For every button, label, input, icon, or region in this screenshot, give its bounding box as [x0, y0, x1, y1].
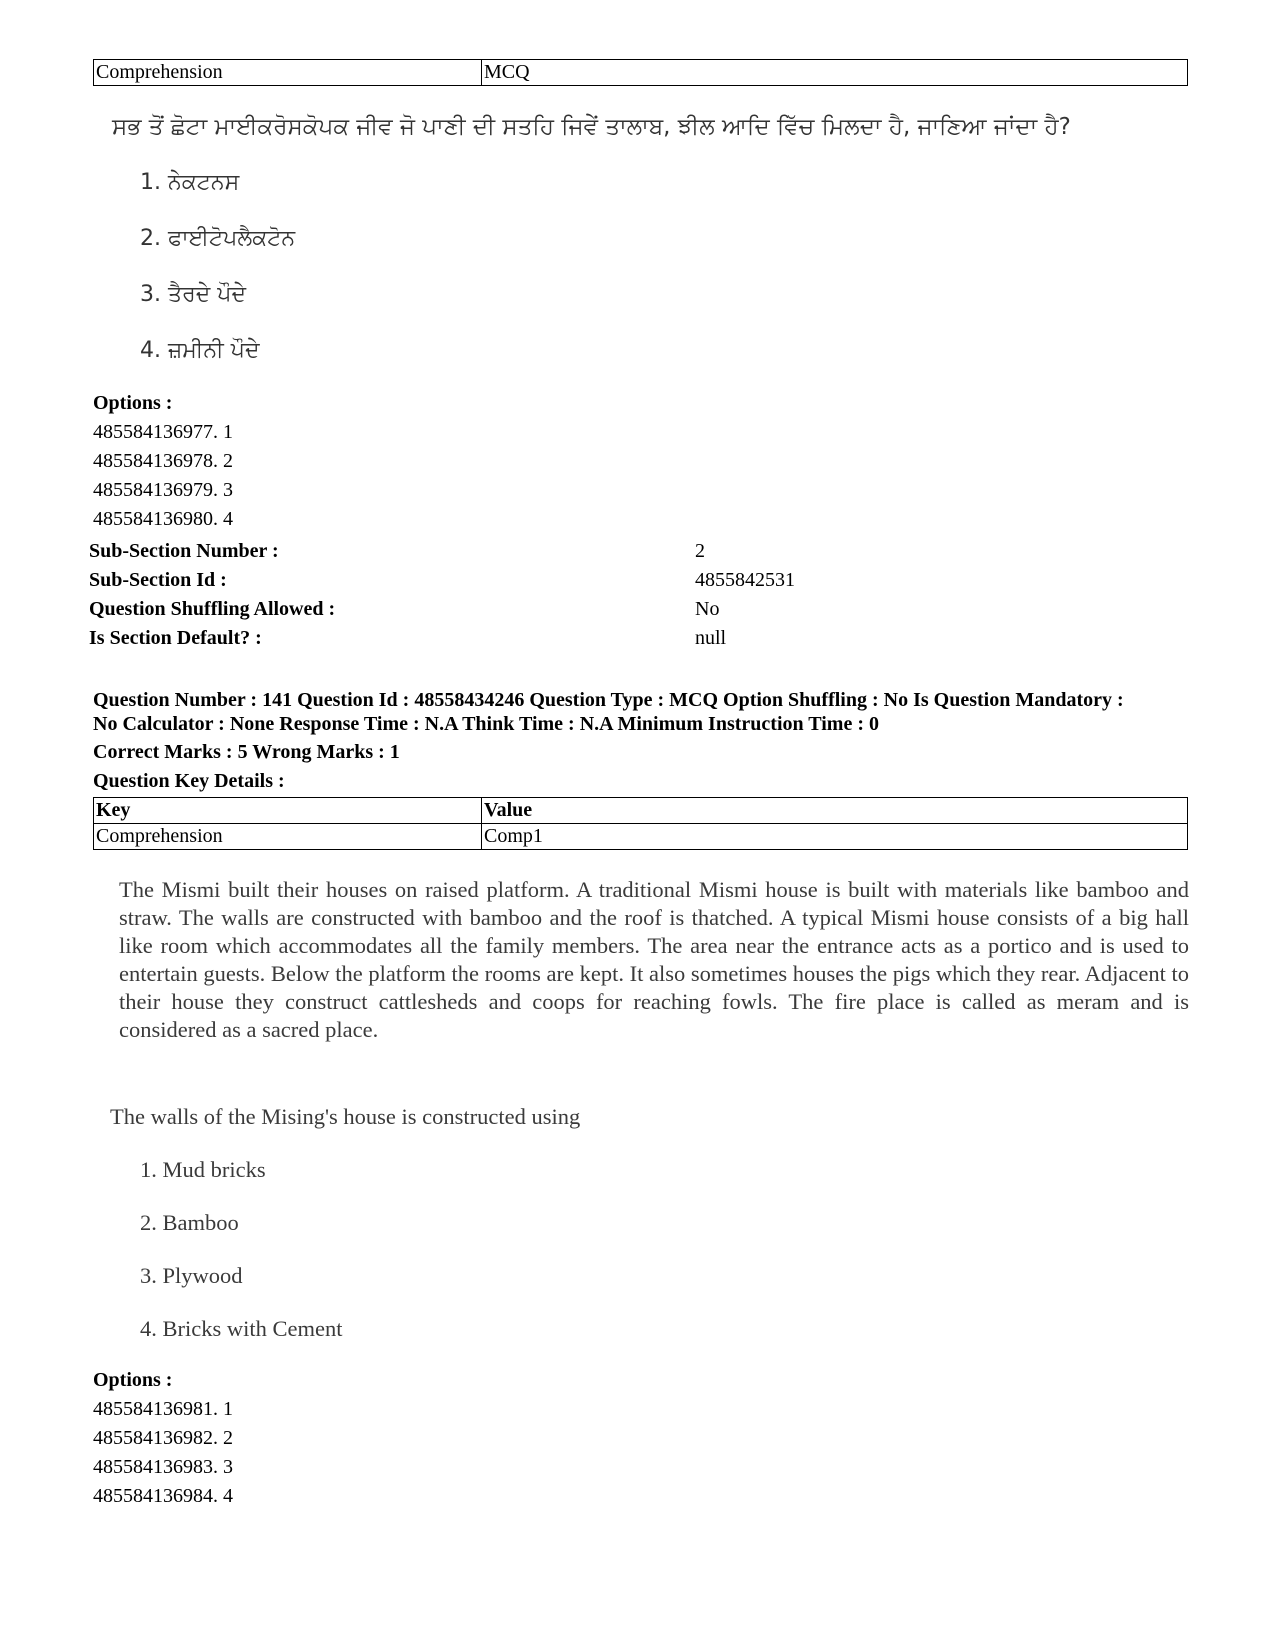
option-id: 485584136983. 3: [93, 1456, 233, 1478]
top-key-table: [93, 59, 1188, 86]
option-id: 485584136984. 4: [93, 1485, 233, 1507]
choice-4: 4. ਜ਼ਮੀਨੀ ਪੌਦੇ: [140, 338, 260, 363]
subsection-id-value: 4855842531: [695, 569, 795, 591]
option-id: 485584136982. 2: [93, 1427, 233, 1449]
choice-3: 3. ਤੈਰਦੇ ਪੌਦੇ: [140, 282, 247, 307]
comprehension-passage: The Mismi built their houses on raised platform. A traditional Mismi house is built with materials like bamboo and straw. The walls are constructed with bamboo and the roof is thatched. A typical Mismi house consists of a big hall like room which accommodates all the family members. The area near the entrance acts as a portico and is used to entertain guests. Below the platform the rooms are kept. It also sometimes houses the pigs which they rear. Adjacent to their house they construct cattlesheds and coops for reaching fowls. The fire place is called as meram and is considered as a sacred place.: [119, 877, 1189, 1042]
subsection-number-value: 2: [695, 540, 705, 562]
table-cell-value: MCQ: [482, 60, 1188, 86]
shuffling-value: No: [695, 598, 720, 620]
table-cell-value: Comp1: [482, 824, 1188, 850]
key-details-label: Question Key Details :: [93, 770, 285, 792]
choice-2: 2. Bamboo: [140, 1210, 239, 1235]
question-key-table: [93, 797, 1188, 850]
table-cell-key: Comprehension: [94, 824, 482, 850]
question-meta-line-1: Question Number : 141 Question Id : 48558434246 Question Type : MCQ Option Shuffling : No Is Question Mandatory :: [93, 689, 1124, 711]
question-text: The walls of the Mising's house is constructed using: [110, 1104, 581, 1129]
options-label: Options :: [93, 392, 173, 414]
option-id: 485584136980. 4: [93, 508, 233, 530]
table-row: [94, 824, 1188, 850]
table-cell-key: Comprehension: [94, 60, 482, 86]
option-id: 485584136978. 2: [93, 450, 233, 472]
option-id: 485584136979. 3: [93, 479, 233, 501]
choice-1: 1. Mud bricks: [140, 1157, 266, 1182]
table-header-value: Value: [482, 798, 1188, 824]
section-default-label: Is Section Default? :: [89, 627, 262, 649]
choice-3: 3. Plywood: [140, 1263, 243, 1288]
marks-line: Correct Marks : 5 Wrong Marks : 1: [93, 741, 400, 763]
options-label: Options :: [93, 1369, 173, 1391]
shuffling-label: Question Shuffling Allowed :: [89, 598, 336, 620]
subsection-number-label: Sub-Section Number :: [89, 540, 279, 562]
subsection-id-label: Sub-Section Id :: [89, 569, 227, 591]
table-header-row: [94, 798, 1188, 824]
option-id: 485584136981. 1: [93, 1398, 233, 1420]
question-meta-line-2: No Calculator : None Response Time : N.A Think Time : N.A Minimum Instruction Time : 0: [93, 713, 879, 735]
question-text: ਸਭ ਤੋਂ ਛੋਟਾ ਮਾਈਕਰੋਸਕੋਪਕ ਜੀਵ ਜੋ ਪਾਣੀ ਦੀ ਸਤਹਿ ਜਿਵੇਂ ਤਾਲਾਬ, ਝੀਲ ਆਦਿ ਵਿੱਚ ਮਿਲਦਾ ਹੈ, ਜਾਣਿਆ ਜਾਂਦਾ ਹੈ?: [112, 114, 1071, 140]
table-header-key: Key: [94, 798, 482, 824]
section-default-value: null: [695, 627, 727, 649]
choice-1: 1. ਨੇਕਟਨਸ: [140, 170, 240, 195]
choice-2: 2. ਫਾਈਟੋਪਲੈਕਟੋਨ: [140, 226, 296, 251]
choice-4: 4. Bricks with Cement: [140, 1316, 343, 1341]
option-id: 485584136977. 1: [93, 421, 233, 443]
table-row: [94, 60, 1188, 86]
